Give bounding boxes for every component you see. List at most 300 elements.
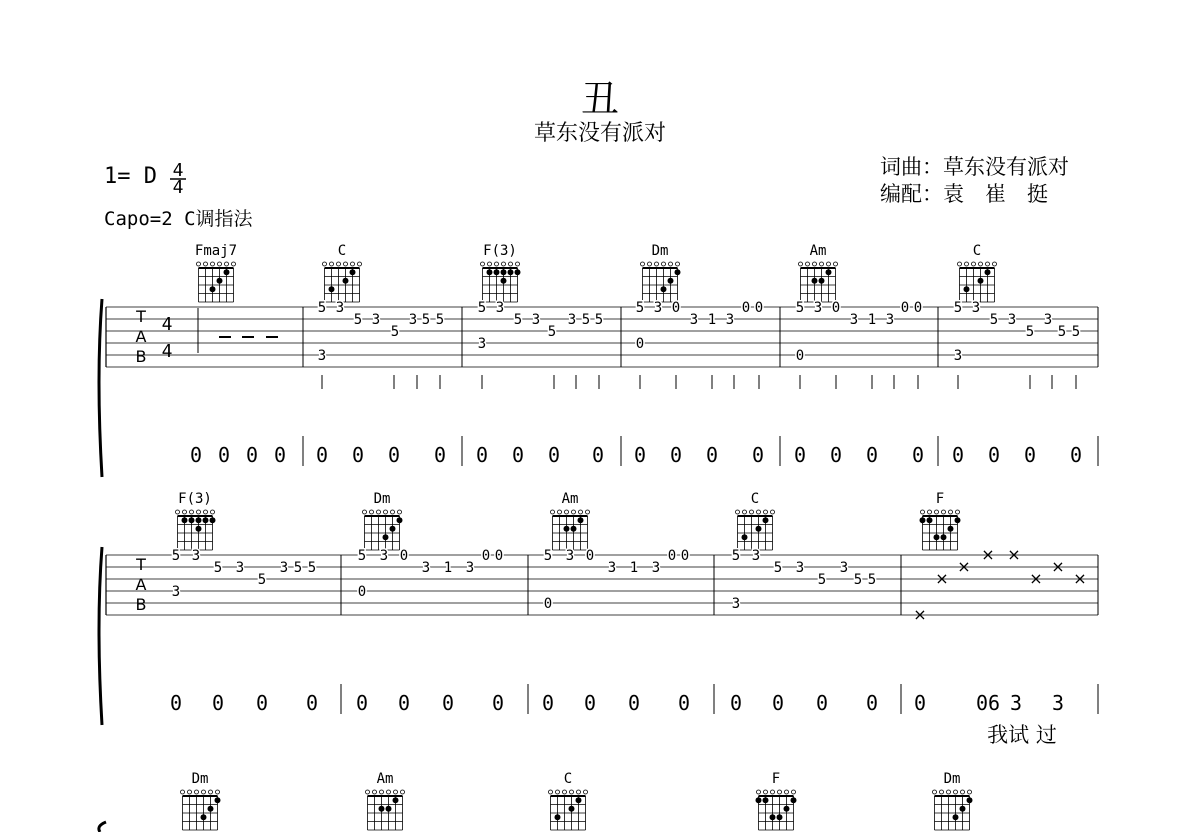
- staff1-bar2-fret-number: 3: [689, 312, 699, 328]
- chord3-1-dot: [379, 806, 385, 812]
- chord3-1-open: [387, 790, 391, 794]
- chord3-3-dot: [777, 814, 783, 820]
- chord-1-open: [330, 262, 334, 266]
- system1-m2-jianpu-note: 0: [547, 443, 561, 467]
- chord3-3-open: [785, 790, 789, 794]
- chord-2-open: [502, 262, 506, 266]
- system2-m1-jianpu-note: 0: [355, 691, 369, 715]
- staff3-brace: [99, 822, 106, 832]
- chord3-3-dot: [763, 797, 769, 803]
- staff2-bar1-fret-number: 0: [481, 548, 491, 564]
- staff1-ts-top: 4: [161, 314, 173, 335]
- staff2-bar1-fret-number: 3: [465, 560, 475, 576]
- staff1-bar1-fret-number: 5: [594, 312, 604, 328]
- chord2-3-open: [764, 510, 768, 514]
- staff2-bar0-fret-number: 3: [171, 584, 181, 600]
- staff1-bar2-fret-number: 0: [741, 300, 751, 316]
- system2-m4-jianpu-note: 3: [1009, 691, 1023, 715]
- staff2-bar2-fret-number: 0: [585, 548, 595, 564]
- chord2-1-open: [370, 510, 374, 514]
- staff1-ts-bottom: 4: [161, 341, 173, 362]
- staff2-tab-letter: B: [135, 595, 147, 614]
- chord3-0-dot: [201, 814, 207, 820]
- staff2-bar3-fret-number: 5: [817, 572, 827, 588]
- chord3-4-open: [968, 790, 972, 794]
- chord-5-open: [993, 262, 997, 266]
- chord3-3-dot: [791, 797, 797, 803]
- system1-m2-jianpu-note: 0: [511, 443, 525, 467]
- chord-4-label: Am: [809, 243, 827, 259]
- chord-2-dot: [508, 269, 514, 275]
- chord3-0-dot: [215, 797, 221, 803]
- chord-1-open: [344, 262, 348, 266]
- staff1-bar3-fret-number: 3: [813, 300, 823, 316]
- system1-m1-jianpu-note: 0: [387, 443, 401, 467]
- system1-m2-jianpu-note: 0: [475, 443, 489, 467]
- staff2-bar2-fret-number: 5: [543, 548, 553, 564]
- chord2-3-dot: [742, 534, 748, 540]
- chord2-4-dot: [927, 517, 933, 523]
- chord2-0-dot: [196, 526, 202, 532]
- chord3-0-open: [216, 790, 220, 794]
- staff2-muted-x: ×: [957, 557, 971, 576]
- system2-m0-jianpu-note: 0: [255, 691, 269, 715]
- staff2-bar0-fret-number: 5: [171, 548, 181, 564]
- chord2-3-dot: [756, 526, 762, 532]
- staff1-bar2-fret-number: 3: [653, 300, 663, 316]
- chord-5-dot: [978, 278, 984, 284]
- system1-m1-jianpu-note: 0: [351, 443, 365, 467]
- chord-3-dot: [668, 278, 674, 284]
- chord2-2-open: [579, 510, 583, 514]
- chord2-4-open: [935, 510, 939, 514]
- chord3-4-dot: [953, 814, 959, 820]
- staff2-bar2-fret-number: 0: [667, 548, 677, 564]
- chord3-0-open: [195, 790, 199, 794]
- staff1-bar3-fret-number: 3: [885, 312, 895, 328]
- chord3-1-open: [401, 790, 405, 794]
- system2-m4-jianpu-note: 0: [913, 691, 927, 715]
- chord3-3-dot: [756, 797, 762, 803]
- chord3-4-dot: [967, 797, 973, 803]
- chord3-1-open: [373, 790, 377, 794]
- chord-2-label: F(3): [483, 243, 517, 259]
- chord2-4-open: [949, 510, 953, 514]
- chord-2-dot: [494, 269, 500, 275]
- staff2-tab-letter: A: [135, 575, 147, 594]
- staff2-muted-x: ×: [1073, 569, 1087, 588]
- staff2-bar2-fret-number: 1: [629, 560, 639, 576]
- staff2-bar0-fret-number: 5: [307, 560, 317, 576]
- staff2-brace: [99, 547, 102, 725]
- staff1-bar3-fret-number: 0: [795, 348, 805, 364]
- chord2-0-open: [204, 510, 208, 514]
- staff2-bar2-fret-number: 3: [565, 548, 575, 564]
- chord-1-open: [323, 262, 327, 266]
- staff1-bar4-fret-number: 3: [971, 300, 981, 316]
- chord3-2-open: [570, 790, 574, 794]
- chord-1-label: C: [337, 243, 347, 259]
- system1-m3-jianpu-note: 0: [633, 443, 647, 467]
- time-sig-bottom: 4: [172, 177, 184, 198]
- arranger: 编配：袁 崔 挺: [880, 182, 1048, 206]
- staff1-bar0-fret-number: 3: [408, 312, 418, 328]
- staff1-bar1-fret-number: 5: [513, 312, 523, 328]
- staff1-bar1-fret-number: 3: [531, 312, 541, 328]
- chord2-2-open: [558, 510, 562, 514]
- staff1-bar1-fret-number: 5: [477, 300, 487, 316]
- staff2-bar2-fret-number: 3: [607, 560, 617, 576]
- chord3-2-label: C: [563, 771, 573, 787]
- staff2-bar0-fret-number: 5: [257, 572, 267, 588]
- staff1-bar0-fret-number: 5: [435, 312, 445, 328]
- staff1-tab-letter: B: [135, 347, 147, 366]
- chord3-4-open: [954, 790, 958, 794]
- chord3-0-dot: [208, 806, 214, 812]
- system1-m0-jianpu-note: 0: [189, 443, 203, 467]
- staff1-bar0-fret-number: 3: [335, 300, 345, 316]
- chord2-3-open: [771, 510, 775, 514]
- staff1-bar2-fret-number: 0: [671, 300, 681, 316]
- chord3-0-open: [209, 790, 213, 794]
- system2-m1-jianpu-note: 0: [397, 691, 411, 715]
- staff2-muted-x: ×: [913, 605, 927, 624]
- staff1-bar0-fret-number: 3: [371, 312, 381, 328]
- chord2-0-open: [211, 510, 215, 514]
- chord2-0-dot: [182, 517, 188, 523]
- system2-m3-jianpu-note: 0: [815, 691, 829, 715]
- chord3-0-open: [188, 790, 192, 794]
- chord-5-dot: [964, 286, 970, 292]
- system1-m4-jianpu-note: 0: [911, 443, 925, 467]
- chord2-2-open: [572, 510, 576, 514]
- chord-4-open: [813, 262, 817, 266]
- chord-3-dot: [661, 286, 667, 292]
- chord3-2-open: [584, 790, 588, 794]
- staff1-bar4-fret-number: 5: [1071, 324, 1081, 340]
- chord-5-open: [965, 262, 969, 266]
- system2-lyrics: 我试 过: [987, 723, 1057, 747]
- chord3-1-label: Am: [376, 771, 394, 787]
- system1-m3-jianpu-note: 0: [669, 443, 683, 467]
- chord3-4-open: [961, 790, 965, 794]
- staff1-brace: [99, 299, 102, 477]
- staff2-muted-x: ×: [1029, 569, 1043, 588]
- system2-m3-jianpu-note: 0: [865, 691, 879, 715]
- staff2-bar0-fret-number: 5: [213, 560, 223, 576]
- chord3-1-open: [394, 790, 398, 794]
- chord3-2-open: [556, 790, 560, 794]
- staff2-bar1-fret-number: 0: [494, 548, 504, 564]
- chord-0-open: [218, 262, 222, 266]
- chord2-3-open: [743, 510, 747, 514]
- chord-0-dot: [217, 278, 223, 284]
- staff2-bar3-fret-number: 5: [853, 572, 863, 588]
- system1-m4-jianpu-note: 0: [829, 443, 843, 467]
- chord2-4-open: [928, 510, 932, 514]
- staff2-bar1-fret-number: 0: [399, 548, 409, 564]
- chord-4-open: [799, 262, 803, 266]
- chord2-1-dot: [397, 517, 403, 523]
- chord3-3-open: [764, 790, 768, 794]
- staff2-bar0-fret-number: 3: [191, 548, 201, 564]
- chord-3-open: [676, 262, 680, 266]
- chord-3-open: [648, 262, 652, 266]
- system2-m0-jianpu-note: 0: [305, 691, 319, 715]
- chord-1-dot: [343, 278, 349, 284]
- chord-5-dot: [985, 269, 991, 275]
- staff1-bar4-fret-number: 5: [1057, 324, 1067, 340]
- chord2-2-open: [565, 510, 569, 514]
- staff2-bar3-fret-number: 3: [751, 548, 761, 564]
- song-title: 丑: [580, 77, 619, 121]
- staff1-bar2-fret-number: 3: [725, 312, 735, 328]
- chord-3-open: [641, 262, 645, 266]
- staff1-bar3-fret-number: 0: [900, 300, 910, 316]
- chord2-1-open: [384, 510, 388, 514]
- chord2-4-dot: [920, 517, 926, 523]
- staff2-bar1-fret-number: 3: [379, 548, 389, 564]
- chord-5-open: [986, 262, 990, 266]
- system1-m5-jianpu-note: 0: [1023, 443, 1037, 467]
- staff1-bar2-fret-number: 1: [707, 312, 717, 328]
- chord-2-dot: [501, 269, 507, 275]
- staff1-bar4-fret-number: 5: [953, 300, 963, 316]
- chord-4-dot: [819, 278, 825, 284]
- chord-2-dot: [487, 269, 493, 275]
- chord-0-label: Fmaj7: [194, 243, 238, 259]
- staff1-bar2-fret-number: 0: [635, 336, 645, 352]
- chord-4-open: [827, 262, 831, 266]
- chord2-1-open: [398, 510, 402, 514]
- chord2-4-open: [956, 510, 960, 514]
- staff1-bar2-fret-number: 0: [754, 300, 764, 316]
- staff1-bar1-fret-number: 3: [495, 300, 505, 316]
- staff1-bar4-fret-number: 3: [953, 348, 963, 364]
- lyricist-composer: 词曲：草东没有派对: [880, 155, 1069, 179]
- chord3-1-open: [380, 790, 384, 794]
- chord-1-dot: [329, 286, 335, 292]
- chord2-1-open: [391, 510, 395, 514]
- chord2-1-dot: [383, 534, 389, 540]
- staff1-bar4-fret-number: 5: [989, 312, 999, 328]
- staff2-bar3-fret-number: 5: [731, 548, 741, 564]
- chord-5-open: [958, 262, 962, 266]
- chord2-2-label: Am: [561, 491, 579, 507]
- chord3-3-dot: [784, 806, 790, 812]
- system1-m3-jianpu-note: 0: [705, 443, 719, 467]
- chord-4-dot: [826, 269, 832, 275]
- chord3-4-open: [947, 790, 951, 794]
- chord-0-open: [232, 262, 236, 266]
- system2-m2-jianpu-note: 0: [677, 691, 691, 715]
- staff2-bar1-fret-number: 3: [421, 560, 431, 576]
- chord-3-open: [655, 262, 659, 266]
- chord2-0-open: [197, 510, 201, 514]
- system1-m4-jianpu-note: 0: [793, 443, 807, 467]
- chord3-4-label: Dm: [943, 771, 961, 787]
- chord-3-open: [669, 262, 673, 266]
- system2-m1-jianpu-note: 0: [491, 691, 505, 715]
- chord3-2-open: [549, 790, 553, 794]
- chord-0-open: [211, 262, 215, 266]
- time-sig-top: 4: [172, 160, 184, 181]
- system2-m3-jianpu-note: 0: [771, 691, 785, 715]
- chord-4-open: [820, 262, 824, 266]
- system2-m4-jianpu-note: 3: [1051, 691, 1065, 715]
- chord3-2-open: [577, 790, 581, 794]
- chord3-0-open: [202, 790, 206, 794]
- system1-m5-jianpu-note: 0: [951, 443, 965, 467]
- chord2-0-label: F(3): [178, 491, 212, 507]
- staff2-bar3-fret-number: 3: [795, 560, 805, 576]
- chord-2-open: [481, 262, 485, 266]
- system2-m0-jianpu-note: 0: [211, 691, 225, 715]
- chord2-4-open: [921, 510, 925, 514]
- staff2-bar3-fret-number: 5: [773, 560, 783, 576]
- chord2-0-open: [183, 510, 187, 514]
- chord2-1-dot: [390, 526, 396, 532]
- chord3-3-label: F: [771, 771, 781, 787]
- staff1-bar1-fret-number: 3: [477, 336, 487, 352]
- chord2-0-dot: [210, 517, 216, 523]
- staff1-bar0-fret-number: 3: [317, 348, 327, 364]
- staff2-tab-letter: T: [136, 555, 146, 574]
- chord2-0-dot: [196, 517, 202, 523]
- staff1-bar0-fret-number: 5: [317, 300, 327, 316]
- chord-1-open: [351, 262, 355, 266]
- staff2-bar2-fret-number: 3: [651, 560, 661, 576]
- staff2-bar3-fret-number: 5: [867, 572, 877, 588]
- chord3-4-dot: [960, 806, 966, 812]
- system2-m2-jianpu-note: 0: [583, 691, 597, 715]
- chord3-2-dot: [569, 806, 575, 812]
- system1-m5-jianpu-note: 0: [987, 443, 1001, 467]
- chord3-4-open: [940, 790, 944, 794]
- system2-m4-jianpu-note: 06: [975, 691, 1001, 715]
- chord2-2-open: [551, 510, 555, 514]
- staff1-bar4-fret-number: 5: [1025, 324, 1035, 340]
- system1-m2-jianpu-note: 0: [591, 443, 605, 467]
- staff2-bar2-fret-number: 0: [680, 548, 690, 564]
- staff1-bar3-fret-number: 1: [867, 312, 877, 328]
- chord2-3-open: [736, 510, 740, 514]
- system1-m3-jianpu-note: 0: [751, 443, 765, 467]
- chord2-0-dot: [189, 517, 195, 523]
- chord2-1-open: [377, 510, 381, 514]
- staff2-muted-x: ×: [1007, 545, 1021, 564]
- system1-m0-jianpu-note: 0: [273, 443, 287, 467]
- chord3-2-dot: [576, 797, 582, 803]
- staff1-bar0-fret-number: 5: [421, 312, 431, 328]
- chord-5-open: [979, 262, 983, 266]
- chord2-3-label: C: [750, 491, 760, 507]
- chord2-2-dot: [571, 526, 577, 532]
- chord-2-dot: [515, 269, 521, 275]
- system1-m4-jianpu-note: 0: [865, 443, 879, 467]
- system2-m0-jianpu-note: 0: [169, 691, 183, 715]
- staff1-bar1-fret-number: 3: [567, 312, 577, 328]
- chord3-4-open: [933, 790, 937, 794]
- staff2-muted-x: ×: [1051, 557, 1065, 576]
- system2-m1-jianpu-note: 0: [441, 691, 455, 715]
- staff1-bar1-fret-number: 5: [581, 312, 591, 328]
- staff2-bar1-fret-number: 5: [357, 548, 367, 564]
- chord-1-open: [358, 262, 362, 266]
- staff1-bar2-fret-number: 5: [635, 300, 645, 316]
- system1-m0-jianpu-note: 0: [217, 443, 231, 467]
- chord3-1-open: [366, 790, 370, 794]
- chord2-4-label: F: [935, 491, 945, 507]
- chord-5-open: [972, 262, 976, 266]
- chord2-0-open: [190, 510, 194, 514]
- chord-2-open: [509, 262, 513, 266]
- staff2-bar0-fret-number: 3: [279, 560, 289, 576]
- artist-subtitle: 草东没有派对: [533, 121, 666, 146]
- chord-4-open: [834, 262, 838, 266]
- chord2-3-open: [757, 510, 761, 514]
- chord2-4-dot: [955, 517, 961, 523]
- staff1-bar0-fret-number: 5: [390, 324, 400, 340]
- system1-m1-jianpu-note: 0: [433, 443, 447, 467]
- chord-0-open: [204, 262, 208, 266]
- staff2-bar0-fret-number: 3: [235, 560, 245, 576]
- staff2-bar3-fret-number: 3: [731, 596, 741, 612]
- system2-m2-jianpu-note: 0: [627, 691, 641, 715]
- chord-5-label: C: [972, 243, 982, 259]
- staff2-bar0-fret-number: 5: [293, 560, 303, 576]
- chord2-2-open: [586, 510, 590, 514]
- chord2-1-label: Dm: [373, 491, 391, 507]
- chord-0-open: [197, 262, 201, 266]
- staff1-tab-letter: T: [136, 307, 146, 326]
- chord3-3-open: [792, 790, 796, 794]
- chord-1-dot: [350, 269, 356, 275]
- chord2-3-dot: [763, 517, 769, 523]
- staff1-bar4-fret-number: 3: [1043, 312, 1053, 328]
- system2-m3-jianpu-note: 0: [729, 691, 743, 715]
- chord2-1-open: [363, 510, 367, 514]
- chord-2-open: [488, 262, 492, 266]
- chord3-3-open: [757, 790, 761, 794]
- chord-4-open: [806, 262, 810, 266]
- staff1-bar3-fret-number: 0: [831, 300, 841, 316]
- chord2-0-open: [176, 510, 180, 514]
- system1-m1-jianpu-note: 0: [315, 443, 329, 467]
- staff1-bar3-fret-number: 3: [849, 312, 859, 328]
- chord3-3-open: [771, 790, 775, 794]
- staff1-bar4-fret-number: 3: [1007, 312, 1017, 328]
- chord-0-open: [225, 262, 229, 266]
- staff1-tab-letter: A: [135, 327, 147, 346]
- chord-0-dot: [224, 269, 230, 275]
- staff2-muted-x: ×: [935, 569, 949, 588]
- staff2-muted-x: ×: [981, 545, 995, 564]
- chord-1-open: [337, 262, 341, 266]
- staff2-bar2-fret-number: 0: [543, 596, 553, 612]
- chord3-0-label: Dm: [191, 771, 209, 787]
- chord-2-open: [516, 262, 520, 266]
- capo-info: Capo=2 C调指法: [104, 208, 253, 230]
- chord2-4-open: [942, 510, 946, 514]
- chord-3-dot: [675, 269, 681, 275]
- chord2-4-dot: [948, 526, 954, 532]
- system2-m2-jianpu-note: 0: [541, 691, 555, 715]
- chord3-2-dot: [555, 814, 561, 820]
- system1-m0-jianpu-note: 0: [245, 443, 259, 467]
- staff1-bar0-fret-number: 5: [353, 312, 363, 328]
- chord3-3-open: [778, 790, 782, 794]
